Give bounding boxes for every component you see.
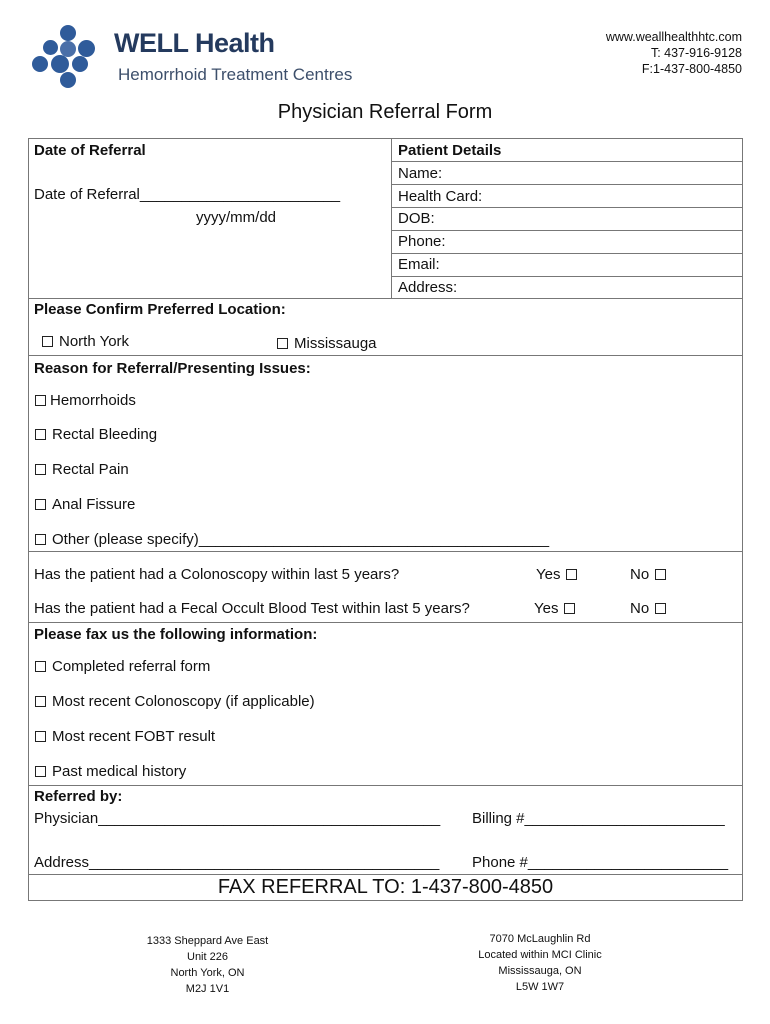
divider <box>28 785 743 786</box>
location-address-north-york <box>120 933 295 997</box>
address-line: Unit 226 <box>187 951 228 963</box>
logo-dot <box>72 56 88 72</box>
checkbox[interactable] <box>564 603 575 614</box>
divider <box>391 253 743 254</box>
address-field[interactable]: Address__________________________________________ <box>34 854 440 871</box>
reason-hemorrhoids[interactable] <box>35 392 136 409</box>
divider <box>391 276 743 277</box>
address-line: 7070 McLaughlin Rd <box>489 933 591 945</box>
date-of-referral-field[interactable]: Date of Referral________________________ <box>34 186 341 203</box>
divider <box>28 551 743 552</box>
divider <box>28 874 743 875</box>
logo-dot <box>60 25 76 41</box>
option-label: Completed referral form <box>52 658 211 675</box>
checkbox[interactable] <box>42 336 53 347</box>
fobt-yes[interactable] <box>534 600 575 617</box>
logo <box>30 22 100 92</box>
fobt-no[interactable] <box>630 600 666 617</box>
location-option-mississauga[interactable] <box>277 335 377 352</box>
fobt-question: Has the patient had a Fecal Occult Blood Test within last 5 years? <box>34 600 470 617</box>
fax-item-referral-form[interactable] <box>35 658 210 675</box>
brand-name: WELL Health <box>114 28 275 58</box>
option-label: North York <box>59 333 130 350</box>
reason-rectal-bleeding[interactable] <box>35 426 157 443</box>
checkbox[interactable] <box>35 661 46 672</box>
checkbox[interactable] <box>655 569 666 580</box>
contact-block <box>606 29 742 77</box>
option-label: Other (please specify)__________________________________________ <box>52 531 550 548</box>
patient-email-field[interactable]: Email: <box>398 256 440 273</box>
billing-field[interactable]: Billing #________________________ <box>472 810 725 827</box>
reason-other[interactable] <box>35 531 549 548</box>
address-line: 1333 Sheppard Ave East <box>146 935 269 947</box>
fax-banner: FAX REFERRAL TO: 1-437-800-4850 <box>217 876 554 898</box>
divider <box>391 230 743 231</box>
option-label: Past medical history <box>52 763 187 780</box>
checkbox[interactable] <box>35 429 46 440</box>
checkbox[interactable] <box>566 569 577 580</box>
patient-dob-field[interactable]: DOB: <box>398 210 435 227</box>
location-heading: Please Confirm Preferred Location: <box>34 301 286 318</box>
logo-dot <box>51 55 69 73</box>
fax-item-colonoscopy[interactable] <box>35 693 315 710</box>
checkbox[interactable] <box>35 731 46 742</box>
address-line: L5W 1W7 <box>515 981 565 993</box>
divider <box>28 355 743 356</box>
option-label: Rectal Pain <box>52 461 129 478</box>
divider <box>391 184 743 185</box>
option-label: Anal Fissure <box>52 496 136 513</box>
checkbox[interactable] <box>655 603 666 614</box>
option-label: Most recent Colonoscopy (if applicable) <box>52 693 315 710</box>
divider <box>391 161 743 162</box>
reason-anal-fissure[interactable] <box>35 496 135 513</box>
colonoscopy-no[interactable] <box>630 566 666 583</box>
address-line: North York, ON <box>170 967 245 979</box>
divider <box>28 622 743 623</box>
colonoscopy-question: Has the patient had a Colonoscopy within last 5 years? <box>34 566 400 583</box>
fax-number: F:1-437-800-4850 <box>641 62 742 76</box>
patient-heading: Patient Details <box>398 142 502 159</box>
phone-number: T: 437-916-9128 <box>650 46 742 60</box>
website-link[interactable]: www.weallhealthhtc.com <box>605 30 742 44</box>
checkbox[interactable] <box>277 338 288 349</box>
reasons-heading: Reason for Referral/Presenting Issues: <box>34 360 311 377</box>
patient-address-field[interactable]: Address: <box>398 279 458 296</box>
patient-health-card-field[interactable]: Health Card: <box>398 188 483 205</box>
logo-dot <box>78 40 95 57</box>
option-label: Yes <box>534 600 559 617</box>
checkbox[interactable] <box>35 395 46 406</box>
fax-item-fobt[interactable] <box>35 728 215 745</box>
logo-dot <box>60 72 76 88</box>
checkbox[interactable] <box>35 766 46 777</box>
checkbox[interactable] <box>35 534 46 545</box>
option-label: Most recent FOBT result <box>52 728 216 745</box>
date-format-hint: yyyy/mm/dd <box>196 209 277 226</box>
location-option-north-york[interactable] <box>42 333 129 350</box>
physician-field[interactable]: Physician_________________________________________ <box>34 810 441 827</box>
logo-dot <box>32 56 48 72</box>
option-label: No <box>630 566 650 583</box>
phone-field[interactable]: Phone #________________________ <box>472 854 729 871</box>
patient-name-field[interactable]: Name: <box>398 165 443 182</box>
option-label: Rectal Bleeding <box>52 426 158 443</box>
fax-info-heading: Please fax us the following information: <box>34 626 318 643</box>
address-line: M2J 1V1 <box>185 983 230 995</box>
checkbox[interactable] <box>35 464 46 475</box>
logo-dot <box>43 40 58 55</box>
divider <box>391 138 392 298</box>
referred-by-heading: Referred by: <box>34 788 123 805</box>
reason-rectal-pain[interactable] <box>35 461 129 478</box>
checkbox[interactable] <box>35 499 46 510</box>
colonoscopy-yes[interactable] <box>536 566 577 583</box>
divider <box>28 298 743 299</box>
address-line: Located within MCI Clinic <box>478 949 602 961</box>
option-label: Hemorrhoids <box>50 392 136 409</box>
address-line: Mississauga, ON <box>498 965 582 977</box>
brand-subtitle: Hemorrhoid Treatment Centres <box>118 65 353 84</box>
fax-item-medical-history[interactable] <box>35 763 186 780</box>
checkbox[interactable] <box>35 696 46 707</box>
divider <box>391 207 743 208</box>
form-title: Physician Referral Form <box>277 101 493 123</box>
option-label: No <box>630 600 650 617</box>
option-label: Mississauga <box>294 335 377 352</box>
option-label: Yes <box>536 566 561 583</box>
date-heading: Date of Referral <box>34 142 146 159</box>
location-address-mississauga <box>450 931 630 995</box>
patient-phone-field[interactable]: Phone: <box>398 233 446 250</box>
